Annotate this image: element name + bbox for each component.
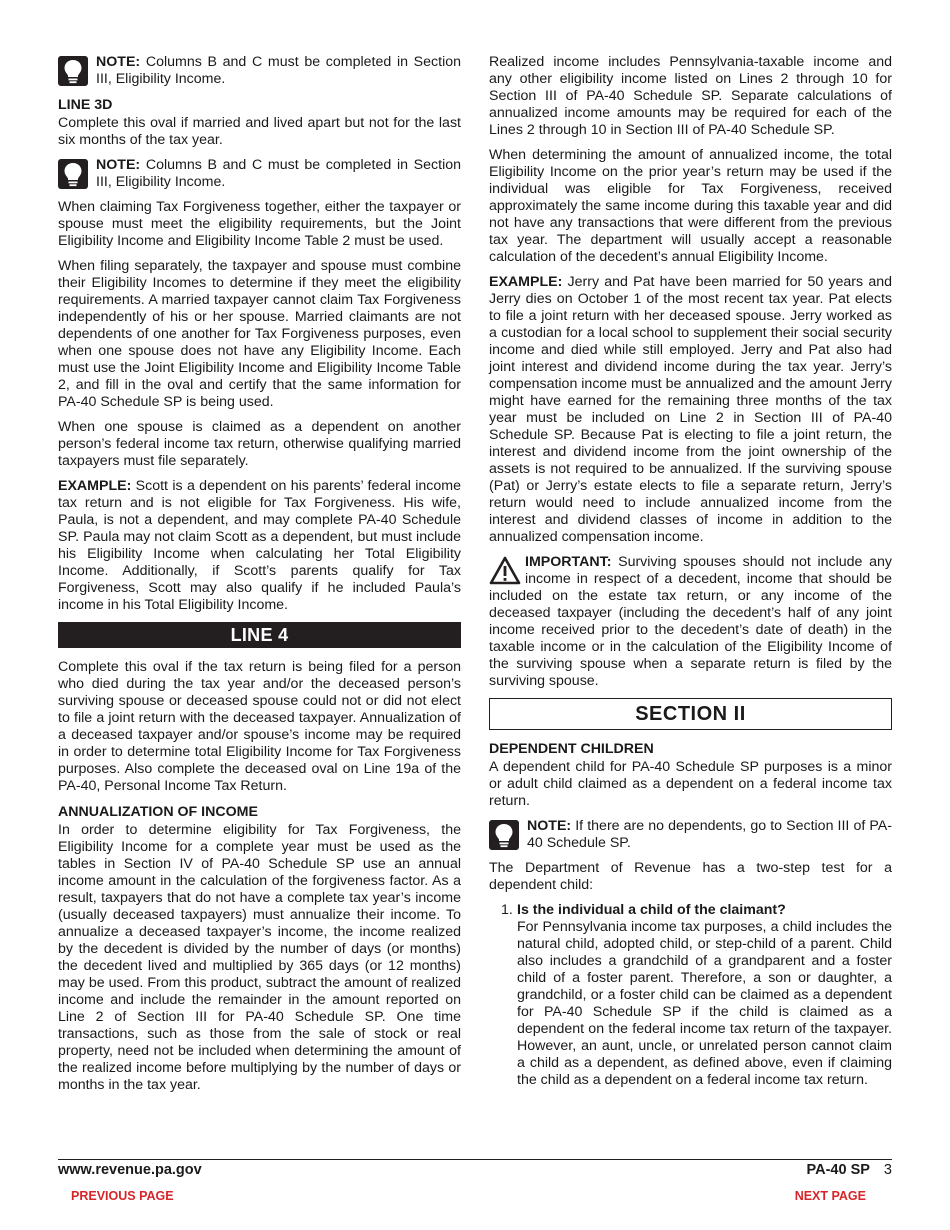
right-column <box>489 54 892 1089</box>
line-3d-text: Complete this oval if married and lived apart but not for the last six months of the tax year. <box>58 115 461 148</box>
line-4-text: Complete this oval if the tax return is being filed for a person who died during the tax year and/or the deceased person’s surviving spouse or deceased spouse could not or did not elect to file a joint return with the deceased taxpayer. Annualization of a deceased taxpayer and/or spouse’s income may be required in order to determine total Eligibility Income for Tax Forgiveness purposes. Also complete the deceased oval on Line 19a of the PA-40, Personal Income Tax Return. <box>58 659 461 794</box>
paragraph-determining-annualized: When determining the amount of annualized income, the total Eligibility Income on the prior year’s return may be used if the individual was eligible for Tax Forgiveness, received approximately the same income during this taxable year and did not have any transactions that were different from the previous tax year. The department will usually accept a reasonable calculation of the decedent’s annual Eligibility Income. <box>489 147 892 265</box>
footer-website: www.revenue.pa.gov <box>58 1162 202 1178</box>
important-label: IMPORTANT: <box>525 554 612 570</box>
note-box <box>58 157 461 191</box>
example-text: Scott is a dependent on his parents’ federal income tax return and is not eligible for Tax Forgiveness. His wife, Paula, is not a dependent, and may complete PA-40 Schedule SP. Paula may not claim Scott as a dependent, but must include his Eligibility Income when calculating her Total Eligibility Income. Additionally, if Scott’s parents qualify for Tax Forgiveness, Scott may also qualify if he included Paula’s income in his Total Eligibility Income. <box>58 478 461 613</box>
note-box <box>489 818 892 852</box>
important-box <box>489 554 892 690</box>
page-number: 3 <box>883 1162 892 1178</box>
lightbulb-icon <box>58 56 88 86</box>
note-text: Columns B and C must be completed in Section III, Eligibility Income. <box>96 157 461 190</box>
line-3d-heading: LINE 3D <box>58 97 113 113</box>
footer-divider <box>58 1159 892 1160</box>
lightbulb-icon <box>489 820 519 850</box>
footer-form-page <box>807 1162 892 1178</box>
example-scott <box>58 478 461 614</box>
two-step-test-text: The Department of Revenue has a two-step test for a dependent child: <box>489 860 892 893</box>
note-box <box>58 54 461 88</box>
important-text: Surviving spouses should not include any income in respect of a decedent, income that should be included on the estate tax return, or any income of the deceased taxpayer (including the decedent’s half of any joint income received prior to the decedent’s date of death) in the taxable income or in the calculation of the Eligibility Income of the surviving spouse when a separate return is filed by the surviving spouse. <box>489 554 892 689</box>
lightbulb-icon <box>58 159 88 189</box>
example-label: EXAMPLE: <box>489 274 563 290</box>
list-item-number: 1. <box>501 902 513 918</box>
note-label: NOTE: <box>527 818 572 834</box>
dependent-children-heading: DEPENDENT CHILDREN <box>489 741 654 757</box>
list-item-title: Is the individual a child of the claimant? <box>517 902 786 918</box>
paragraph-claiming-together: When claiming Tax Forgiveness together, either the taxpayer or spouse must meet the eligibility requirements, but the Joint Eligibility Income and Eligibility Income Table 2 must be used. <box>58 199 461 249</box>
section-ii-banner: SECTION II <box>489 698 892 730</box>
warning-icon <box>489 555 521 585</box>
list-item-text: For Pennsylvania income tax purposes, a child includes the natural child, adopted child, or step-child of a parent. Child also includes a grandchild of a grandparent and a foster child of a foster parent. Therefore, a son or daughter, a grandchild, or a foster child can be claimed as a dependent for PA-40 Schedule SP if the child is claimed as a dependent on the federal income tax return of the taxpayer. However, an aunt, uncle, or unrelated person cannot claim a child as a dependent, as defined above, even if claiming the child as a dependent on a federal income tax return. <box>517 919 892 1088</box>
note-label: NOTE: <box>96 157 141 173</box>
footer-form-name: PA-40 SP <box>806 1162 870 1178</box>
paragraph-filing-separately: When filing separately, the taxpayer and spouse must combine their Eligibility Incomes to determine if they meet the eligibility requirements. A married taxpayer cannot claim Tax Forgiveness independently of his or her spouse. Married claimants are not dependents of one another for Tax Forgiveness purposes, even when one spouse does not have any Eligibility Income. Each must use the Joint Eligibility Income and Eligibility Income Table 2, and fill in the oval and certify that the same information for PA-40 Schedule SP is being used. <box>58 258 461 410</box>
annualization-heading: ANNUALIZATION OF INCOME <box>58 804 258 820</box>
note-label: NOTE: <box>96 54 141 70</box>
paragraph-realized-income: Realized income includes Pennsylvania-taxable income and any other eligibility income listed on Lines 2 through 10 for Section III of PA-40 Schedule SP. Separate calculations of annualized income amounts may be required for each of the Lines 2 through 10 in Section III of PA-40 Schedule SP. <box>489 54 892 138</box>
previous-page-link[interactable]: PREVIOUS PAGE <box>71 1189 174 1203</box>
note-text: Columns B and C must be completed in Section III, Eligibility Income. <box>96 54 461 87</box>
example-label: EXAMPLE: <box>58 478 132 494</box>
dependent-children-text: A dependent child for PA-40 Schedule SP purposes is a minor or adult child claimed as a dependent on a federal income tax return. <box>489 759 892 809</box>
example-jerry-pat <box>489 274 892 546</box>
line-4-banner: LINE 4 <box>58 622 461 648</box>
note-text: If there are no dependents, go to Section III of PA-40 Schedule SP. <box>527 818 892 851</box>
paragraph-dependent-spouse: When one spouse is claimed as a dependent on another person’s federal income tax return, otherwise qualifying married taxpayers must file separately. <box>58 419 461 469</box>
left-column <box>58 54 461 1102</box>
annualization-text: In order to determine eligibility for Tax Forgiveness, the Eligibility Income for a complete year must be used as the tables in Section IV of PA-40 Schedule SP use an annual income amount in the calculation of the forgiveness factor. As a result, taxpayers that do not have a complete tax year’s income (usually deceased taxpayers) must annualize their income. To annualize a deceased taxpayer’s income, the income realized by the decedent is divided by the number of days (or months) the decedent lived and multiplied by 365 days (or 12 months) may be used. From this product, subtract the amount of realized income and include the remainder in the amount reported on Line 2 of Section III for PA-40 Schedule SP. One time transactions, such as those from the sale of stock or real property, need not be included when determining the amount of the realized income before multiplying by the number of days or months in the tax year. <box>58 822 461 1093</box>
list-item <box>489 902 892 1089</box>
example-text: Jerry and Pat have been married for 50 years and Jerry dies on October 1 of the most recent tax year. Pat elects to file a joint return with her deceased spouse. Jerry worked as a custodian for a local school to supplement their social security income and died while still employed. Jerry and Pat also had joint interest and dividend income during the tax year. Jerry’s compensation income must be annualized and the amount Jerry might have earned for the remaining three months of the tax year must be included on Line 2 in Section III of PA-40 Schedule SP. Because Pat is electing to file a joint return, the interest and dividend income from the joint ownership of the assets is not required to be annualized. If the surviving spouse (Pat) or Jerry’s estate elects to file a separate return, Jerry’s return would need to include annualized income from the interest and dividend classes of income in addition to the annualized compensation income. <box>489 274 892 545</box>
dependent-test-list <box>489 902 892 1089</box>
next-page-link[interactable]: NEXT PAGE <box>794 1189 866 1203</box>
